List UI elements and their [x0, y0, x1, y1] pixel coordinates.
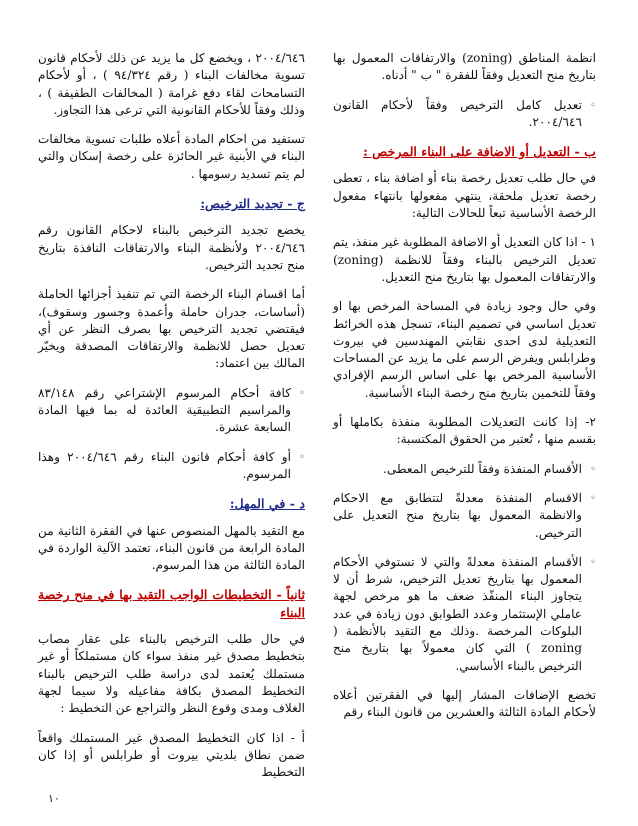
paragraph: أ - اذا كان التخطيط المصدق غير المستملك واقعاً ضمن نطاق بلديتي بيروت أو طرابلس أو إذا كان التخطيط: [38, 730, 305, 780]
section-heading-d: د - في المهل:: [229, 496, 305, 512]
paragraph: يخضع تجديد الترخيص بالبناء لاحكام القانون رقم ٢٠٠٤/٦٤٦ ولأنظمة البناء والارتفاقات النافذة بتاريخ منح تجديد الترخيص.: [38, 223, 305, 272]
section-heading-c: ج - تجديد الترخيص:: [200, 196, 305, 212]
page-number: ١٠: [48, 792, 60, 805]
paragraph: أما اقسام البناء الرخصة التي تم تنفيذ أجزائها الحاملة (أساسات، جدران حاملة وأعمدة وجسور وسقوف)، فيقتضي تجديد الترخيص بها بصرف النظر عن أي تعديل حصل للانظمة والارتفاقات المصدقة ويخيّر المالك بين اعتماد:: [38, 287, 305, 371]
paragraph: تخضع الإضافات المشار إليها في الفقرتين أعلاه لأحكام المادة الثالثة والعشرين من قانون البناء رقم: [333, 687, 596, 720]
bullet-item: ◦ الأقسام المنفذة معدلةً والتي لا تستوفي الأحكام المعمول بها بتاريخ تعديل الترخيص، شرط أن لا يتجاوز البناء المنفّذ ضعف ما هو مرخص لجهة عاملي الإستثمار وعدد الطوابق دون زيادة في عدد البلوكات المرخصة .وذلك مع التقيد بالأنظمة ( zoning ) التي كان معمولاً بها بتاريخ منح الترخيص بالبناء الأساسي.: [333, 554, 596, 675]
paragraph: تستفيد من احكام المادة أعلاه طلبات تسوية مخالفات البناء في الأبنية غير الحائزة على رخصة إسكان والتي لم يتم تسديد رسومها .: [38, 132, 305, 181]
bullet-item: ◦ تعديل كامل الترخيص وفقاً لأحكام القانون ٢٠٠٤/٦٤٦.: [333, 97, 596, 132]
bullet-item: ◦ كافة أحكام المرسوم الإشتراعي رقم ٨٣/١٤٨ والمراسيم التطبيقية العائدة له بما فيها المادة السابعة عشرة.: [38, 385, 305, 437]
paragraph: في حال طلب الترخيص بالبناء على عقار مصاب بتخطيط مصدق غير منفذ سواء كان مستملكاً أو غير مستملك يُعتمد لدى دراسة طلب الترخيص بالبناء التخطيط المصدق بكافة مفاعيله ولا سيما لجهة الغلاف ومدى وقوع النظر والتراجع عن التخطيط :: [38, 632, 305, 716]
paragraph: انظمة المناطق (zoning) والارتفاقات المعمول بها بتاريخ منح التعديل وفقاً للفقرة " ب " أدناه.: [333, 51, 596, 83]
bullet-item: ◦ الأقسام المنفذة وفقاً للترخيص المعطى.: [333, 461, 596, 478]
right-column: [333, 50, 596, 734]
paragraph: في حال طلب تعديل رخصة بناء أو اضافة بناء ، تعطى رخصة تعديل ملحقة، ينتهي مفعولها بانتهاء مفعول الرخصة الأساسية تبعاً للحالات التالية:: [333, 171, 596, 221]
left-column: [38, 50, 305, 793]
paragraph: مع التقيد بالمهل المنصوص عنها في الفقرة الثانية من المادة الرابعة من قانون البناء، تعتمد الآلية الواردة في المادة الثالثة من هذا المرسوم.: [38, 523, 305, 573]
bullet-item: ◦ أو كافة أحكام قانون البناء رقم ٢٠٠٤/٦٤٦ وهذا المرسوم.: [38, 449, 305, 484]
paragraph: ١ - اذا كان التعديل أو الاضافة المطلوبة غير منفذ، يتم تعديل الترخيص بالبناء وفقاً للانظمة (zoning) والارتفاقات المعمول بها بتاريخ منح التعديل.: [333, 235, 596, 284]
paragraph: ٢٠٠٤/٦٤٦ ، ويخضع كل ما يزيد عن ذلك لأحكام قانون تسوية مخالفات البناء ( رقم ٩٤/٣٢٤ ) ، أو لأحكام التسامحات لقاء دفع غرامة ( المخالفات الطفيفة ) ، وذلك وفقاً للأحكام القانونية التي ترعى هذا التجاوز.: [38, 51, 305, 117]
section-heading-2: ثانياً - التخطيطات الواجب التقيد بها في منح رخصة البناء: [38, 587, 305, 620]
bullet-item: ◦ الاقسام المنفذة معدلةً لتتطابق مع الاحكام والانظمة المعمول بها بتاريخ منح التعديل على الترخيص.: [333, 490, 596, 542]
paragraph: وفي حال وجود زيادة في المساحة المرخص بها او تعديل اساسي في تصميم البناء، تسجل هذه الخرائط التعديلية لدى احدى نقابتي المهندسين في بيروت وطرابلس ويفرض الرسم على ما يزيد عن المساحات الأساسية المرخص بها على اساس الرسم الإفرادي وفقاً للتخمين بتاريخ منح رخصة البناء الأساسية.: [333, 299, 596, 400]
paragraph: ٢- إذا كانت التعديلات المطلوبة منفذة بكاملها أو بقسم منها ، تُعتبر من الحقوق المكتسبة:: [333, 415, 596, 447]
section-heading-b: ب - التعديل أو الاضافة على البناء المرخص :: [363, 144, 596, 160]
